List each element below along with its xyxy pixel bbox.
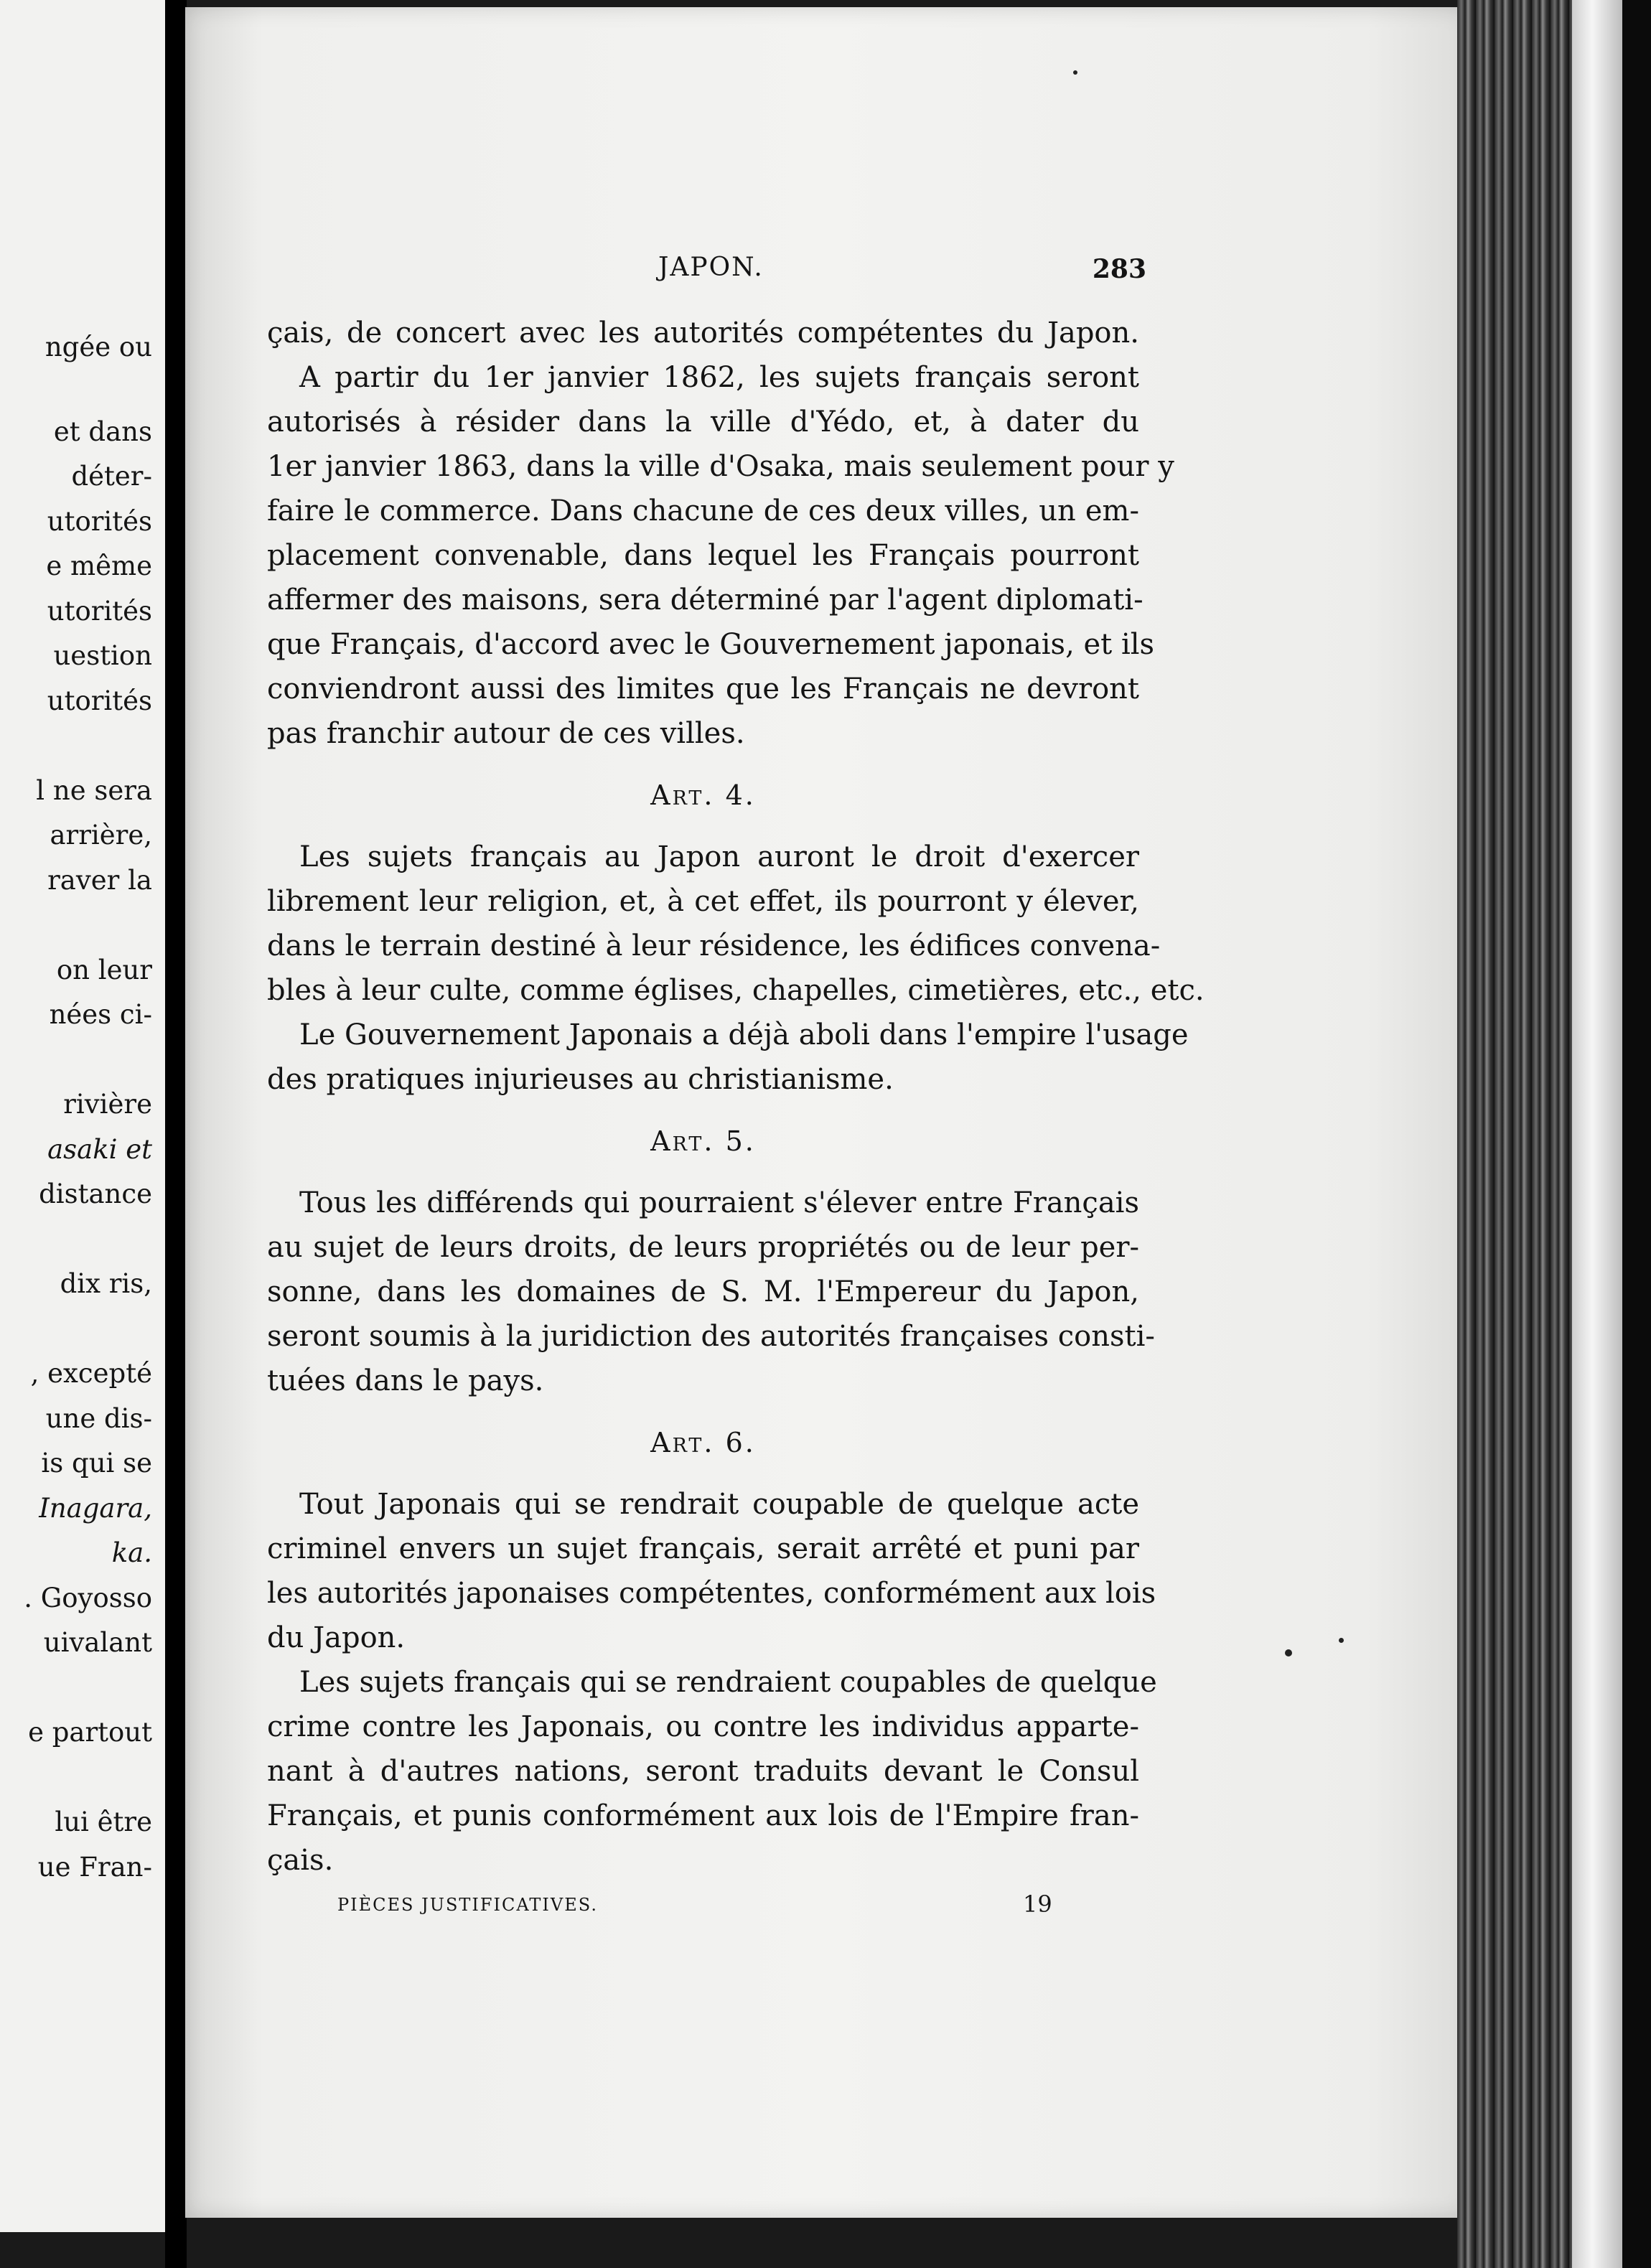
body-line: dans le terrain destiné à leur résidence, les édifices convena- [267, 929, 1161, 962]
left-page-line: utorités [47, 506, 152, 537]
left-page-line: déter- [71, 461, 152, 492]
body-line: seront soumis à la juridiction des autorités françaises consti- [267, 1320, 1155, 1353]
book-fore-edge-shadow [1622, 0, 1651, 2268]
left-page-line: ka. [111, 1537, 152, 1568]
left-page-line: et dans [53, 416, 152, 447]
sheet-number: 19 [1023, 1890, 1052, 1918]
body-line: librement leur religion, et, à cet effet, ils pourront y élever, [267, 885, 1139, 918]
left-page-line: ue Fran- [37, 1852, 152, 1883]
left-page-line: dix ris, [60, 1268, 152, 1299]
body-line: conviendront aussi des limites que les Français ne devront [267, 673, 1139, 706]
body-line: crime contre les Japonais, ou contre les individus apparte- [267, 1710, 1139, 1743]
article-heading: Art. 6. [650, 1427, 756, 1458]
body-line: nant à d'autres nations, seront traduits devant le Consul [267, 1755, 1139, 1788]
left-page-line: uivalant [43, 1627, 152, 1658]
left-page-line: arrière, [50, 820, 152, 851]
page-number: 283 [1092, 254, 1146, 284]
body-line: tuées dans le pays. [267, 1364, 544, 1397]
body-line: çais, de concert avec les autorités compétentes du Japon. [267, 317, 1139, 350]
left-page-line: nées ci- [49, 999, 152, 1030]
body-line: du Japon. [267, 1621, 406, 1654]
body-line: Français, et punis conformément aux lois de l'Empire fran- [267, 1799, 1139, 1832]
body-line: faire le commerce. Dans chacune de ces deux villes, un em- [267, 495, 1139, 528]
left-page-line: . Goyosso [24, 1583, 152, 1613]
body-line: sonne, dans les domaines de S. M. l'Empereur du Japon, [267, 1275, 1139, 1308]
body-line: au sujet de leurs droits, de leurs propriétés ou de leur per- [267, 1231, 1139, 1264]
body-line: affermer des maisons, sera déterminé par l'agent diplomati- [267, 584, 1143, 617]
left-page-line: distance [39, 1178, 152, 1209]
left-page-line: uestion [53, 640, 152, 671]
left-page-line: raver la [47, 865, 152, 896]
left-page-line: , excepté [30, 1358, 152, 1389]
body-line: A partir du 1er janvier 1862, les sujets français seront [299, 361, 1139, 394]
left-page-line: lui être [55, 1807, 152, 1837]
body-line: autorisés à résider dans la ville d'Yédo, et, à dater du [267, 406, 1139, 439]
body-line: çais. [267, 1844, 334, 1877]
left-page-line: e même [46, 550, 152, 581]
body-line: les autorités japonaises compétentes, conformément aux lois [267, 1577, 1156, 1610]
ink-speck [1339, 1638, 1344, 1643]
left-page-line: ngée ou [45, 332, 152, 362]
left-page-line: une dis- [45, 1403, 152, 1434]
left-page-line: is qui se [41, 1448, 152, 1479]
body-line: Le Gouvernement Japonais a déjà aboli dans l'empire l'usage [299, 1018, 1189, 1051]
page-footer [337, 1890, 1055, 1923]
left-page-line: on leur [56, 955, 152, 985]
left-page-line: Inagara, [39, 1493, 152, 1524]
running-title: JAPON. [658, 253, 764, 282]
body-line: Les sujets français qui se rendraient coupables de quelque [299, 1666, 1157, 1699]
article-heading: Art. 5. [650, 1125, 756, 1157]
body-line: criminel envers un sujet français, serait arrêté et puni par [267, 1532, 1139, 1565]
body-line: Les sujets français au Japon auront le droit d'exercer [299, 840, 1139, 873]
left-page-line: rivière [63, 1089, 152, 1120]
body-line: des pratiques injurieuses au christianisme. [267, 1063, 894, 1096]
left-page-line: utorités [47, 596, 152, 627]
left-page-line: utorités [47, 685, 152, 716]
article-heading: Art. 4. [650, 779, 756, 811]
running-head [267, 253, 1146, 289]
body-line: 1er janvier 1863, dans la ville d'Osaka, mais seulement pour y [267, 450, 1174, 483]
body-line: Tous les différends qui pourraient s'élever entre Français [299, 1186, 1139, 1219]
signature-mark: PIÈCES JUSTIFICATIVES. [337, 1895, 598, 1915]
body-line: pas franchir autour de ces villes. [267, 717, 745, 750]
body-line: que Français, d'accord avec le Gouvernement japonais, et ils [267, 628, 1155, 661]
body-line: Tout Japonais qui se rendrait coupable de quelque acte [299, 1488, 1139, 1521]
left-page-line: asaki et [47, 1134, 152, 1165]
ink-speck [1073, 70, 1077, 75]
facing-page-left [0, 0, 178, 2232]
ink-speck [1285, 1649, 1292, 1657]
body-line: bles à leur culte, comme églises, chapelles, cimetières, etc., etc. [267, 974, 1205, 1007]
left-page-line: e partout [28, 1717, 152, 1748]
left-page-line: l ne sera [36, 775, 152, 806]
book-fore-edge-highlight [1572, 0, 1622, 2268]
body-line: placement convenable, dans lequel les Français pourront [267, 539, 1139, 572]
book-gutter [165, 0, 187, 2268]
